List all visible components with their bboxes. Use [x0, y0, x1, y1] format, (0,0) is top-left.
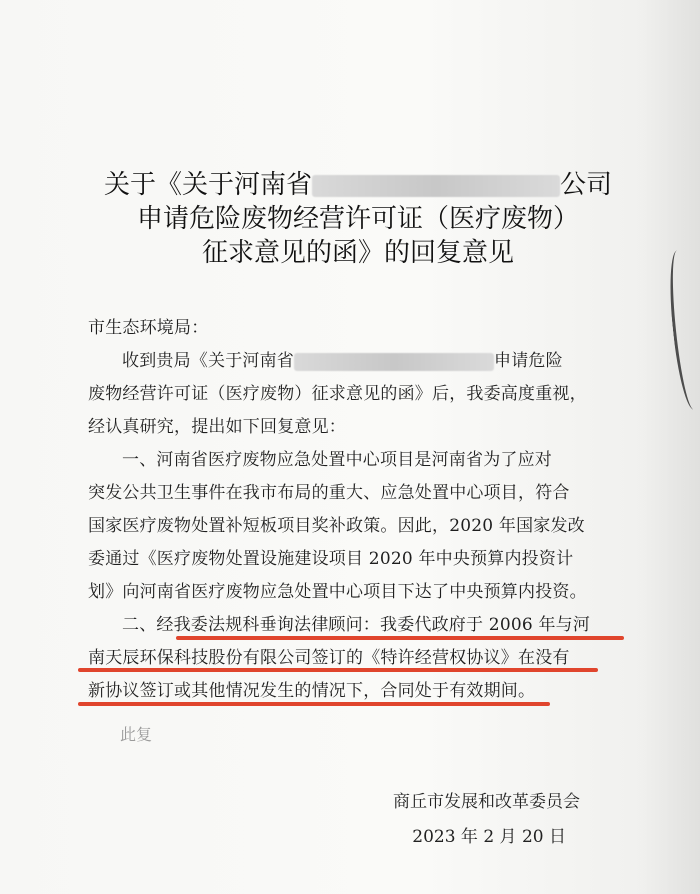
title-suffix: 公司	[560, 170, 613, 200]
body-line: 划》向河南省医疗废物应急处置中心项目下达了中央预算内投资。	[88, 582, 587, 602]
title-prefix: 关于《关于河南省	[103, 170, 312, 200]
highlight-underline	[176, 636, 624, 640]
document-body	[88, 312, 608, 708]
redacted-company-name	[294, 353, 494, 371]
signature-organization: 商丘市发展和改革委员会	[393, 792, 580, 812]
title-line-2: 申请危险废物经营许可证（医疗废物）	[136, 204, 579, 234]
closing-remark: 此复	[120, 725, 153, 744]
signature-date: 2023 年 2 月 20 日	[412, 827, 566, 847]
body-line: 突发公共卫生事件在我市布局的重大、应急处置中心项目，符合	[88, 483, 570, 503]
body-line	[88, 345, 608, 378]
highlight-underline	[78, 702, 550, 706]
body-line: 二、经我委法规科垂询法律顾问：我委代政府于 2006 年与河	[122, 615, 591, 635]
body-line: 新协议签订或其他情况发生的情况下，合同处于有效期间。	[88, 681, 536, 701]
body-line: 一、河南省医疗废物应急处置中心项目是河南省为了应对	[122, 450, 552, 470]
addressee: 市生态环境局：	[88, 318, 209, 338]
body-text-span: 申请危险	[494, 351, 563, 371]
body-line: 废物经营许可证（医疗废物）征求意见的函》后，我委高度重视，	[88, 384, 587, 404]
body-line: 经认真研究，提出如下回复意见：	[88, 417, 346, 437]
body-line: 委通过《医疗废物处置设施建设项目 2020 年中央预算内投资计	[88, 549, 574, 569]
body-line: 国家医疗废物处置补短板项目奖补政策。因此，2020 年国家发改	[88, 516, 585, 536]
body-line: 南天辰环保科技股份有限公司签订的《特许经营权协议》在没有	[88, 648, 570, 668]
page-shadow	[640, 0, 700, 894]
title-line-1	[88, 168, 628, 202]
title-line-3: 征求意见的函》的回复意见	[201, 238, 514, 268]
document-title	[88, 168, 628, 270]
redacted-company-name	[312, 175, 560, 197]
body-text-span: 收到贵局《关于河南省	[122, 351, 294, 371]
highlight-underline	[78, 668, 598, 672]
